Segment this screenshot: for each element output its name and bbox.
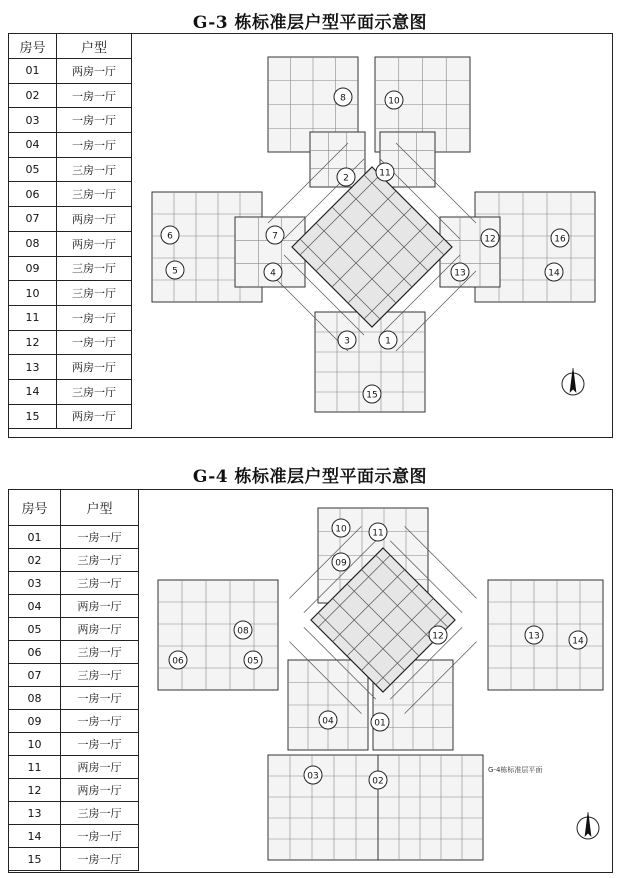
table-row <box>9 330 132 355</box>
table-row <box>9 572 139 595</box>
room-type-cell: 三房一厅 <box>57 256 132 281</box>
room-number-cell: 11 <box>9 756 61 779</box>
g4-floor-plan <box>148 500 608 868</box>
room-number-label: 13 <box>528 631 540 642</box>
room-number-cell: 02 <box>9 83 57 108</box>
room-number-label: 3 <box>344 336 350 347</box>
room-type-cell: 一房一厅 <box>57 83 132 108</box>
table-row <box>9 733 139 756</box>
room-type-cell: 两房一厅 <box>57 59 132 84</box>
room-number-label: 14 <box>548 268 560 279</box>
room-number-label: 2 <box>343 173 349 184</box>
room-number-cell: 15 <box>9 404 57 429</box>
room-number-label: 04 <box>322 716 334 727</box>
north-arrow-icon <box>570 368 576 392</box>
room-number-cell: 04 <box>9 133 57 158</box>
room-number-label: 12 <box>432 631 444 642</box>
g3-header-room-type: 户型 <box>57 34 132 59</box>
room-number-label: 7 <box>272 231 278 242</box>
room-number-cell: 07 <box>9 664 61 687</box>
room-type-cell: 两房一厅 <box>61 618 139 641</box>
room-type-cell: 三房一厅 <box>61 641 139 664</box>
table-row <box>9 281 132 306</box>
table-row <box>9 59 132 84</box>
room-type-cell: 两房一厅 <box>57 355 132 380</box>
north-arrow-icon <box>585 812 591 836</box>
room-type-cell: 三房一厅 <box>61 572 139 595</box>
room-type-cell: 三房一厅 <box>57 182 132 207</box>
table-row <box>9 231 132 256</box>
table-row <box>9 756 139 779</box>
room-type-cell: 两房一厅 <box>57 207 132 232</box>
plan-wing <box>268 755 378 860</box>
table-row <box>9 664 139 687</box>
room-number-label: 6 <box>167 231 173 242</box>
room-type-cell: 一房一厅 <box>57 330 132 355</box>
table-row <box>9 355 132 380</box>
room-number-label: 11 <box>372 528 384 539</box>
g3-header-room-no: 房号 <box>9 34 57 59</box>
room-type-cell: 一房一厅 <box>61 848 139 871</box>
room-number-cell: 11 <box>9 305 57 330</box>
room-type-cell: 两房一厅 <box>61 595 139 618</box>
table-row <box>9 379 132 404</box>
room-number-cell: 12 <box>9 779 61 802</box>
g4-header-room-type: 户型 <box>61 490 139 526</box>
room-number-cell: 02 <box>9 549 61 572</box>
room-number-label: 11 <box>379 168 391 179</box>
room-number-cell: 03 <box>9 572 61 595</box>
table-row <box>9 618 139 641</box>
room-type-cell: 三房一厅 <box>57 379 132 404</box>
room-number-label: 10 <box>335 524 347 535</box>
g3-floor-plan <box>140 42 605 427</box>
room-number-cell: 09 <box>9 256 57 281</box>
room-type-cell: 一房一厅 <box>57 305 132 330</box>
room-type-cell: 三房一厅 <box>61 802 139 825</box>
g4-header-room-no: 房号 <box>9 490 61 526</box>
g3-room-table <box>8 33 132 429</box>
room-number-label: 1 <box>385 336 391 347</box>
room-number-cell: 15 <box>9 848 61 871</box>
room-number-cell: 03 <box>9 108 57 133</box>
room-number-label: 03 <box>307 771 319 782</box>
room-number-cell: 01 <box>9 526 61 549</box>
room-type-cell: 一房一厅 <box>57 133 132 158</box>
room-number-label: 02 <box>372 776 384 787</box>
room-number-cell: 06 <box>9 641 61 664</box>
room-type-cell: 三房一厅 <box>57 157 132 182</box>
table-row <box>9 182 132 207</box>
table-row <box>9 305 132 330</box>
room-number-cell: 05 <box>9 157 57 182</box>
room-number-cell: 08 <box>9 687 61 710</box>
room-type-cell: 一房一厅 <box>61 710 139 733</box>
room-number-label: 5 <box>172 266 178 277</box>
room-number-label: 10 <box>388 96 400 107</box>
room-type-cell: 一房一厅 <box>57 108 132 133</box>
table-row <box>9 133 132 158</box>
room-number-cell: 10 <box>9 281 57 306</box>
room-type-cell: 两房一厅 <box>57 231 132 256</box>
table-row <box>9 641 139 664</box>
room-type-cell: 一房一厅 <box>61 733 139 756</box>
room-number-cell: 06 <box>9 182 57 207</box>
table-row <box>9 256 132 281</box>
room-number-cell: 13 <box>9 802 61 825</box>
plan-wing <box>440 217 500 287</box>
room-number-cell: 07 <box>9 207 57 232</box>
room-number-label: 4 <box>270 268 276 279</box>
room-number-cell: 14 <box>9 379 57 404</box>
room-number-label: 14 <box>572 636 584 647</box>
room-number-label: 15 <box>366 390 378 401</box>
room-number-cell: 05 <box>9 618 61 641</box>
room-number-label: 09 <box>335 558 347 569</box>
room-number-label: 13 <box>454 268 466 279</box>
table-row <box>9 83 132 108</box>
g3-title: G-3 栋标准层户型平面示意图 <box>192 13 428 33</box>
room-number-cell: 12 <box>9 330 57 355</box>
room-number-cell: 14 <box>9 825 61 848</box>
room-number-cell: 08 <box>9 231 57 256</box>
plan-wing <box>378 755 483 860</box>
table-row <box>9 802 139 825</box>
table-row <box>9 404 132 429</box>
g4-room-table <box>8 489 139 871</box>
table-row <box>9 710 139 733</box>
table-row <box>9 848 139 871</box>
table-row <box>9 157 132 182</box>
room-type-cell: 一房一厅 <box>61 825 139 848</box>
room-type-cell: 三房一厅 <box>57 281 132 306</box>
room-number-label: 08 <box>237 626 249 637</box>
plan-note: G-4栋标准层平面 <box>488 766 543 774</box>
room-number-cell: 13 <box>9 355 57 380</box>
room-number-label: 8 <box>340 93 346 104</box>
table-row <box>9 207 132 232</box>
table-row <box>9 687 139 710</box>
room-type-cell: 两房一厅 <box>61 779 139 802</box>
room-type-cell: 两房一厅 <box>57 404 132 429</box>
room-number-cell: 09 <box>9 710 61 733</box>
table-row <box>9 108 132 133</box>
room-number-cell: 04 <box>9 595 61 618</box>
room-type-cell: 一房一厅 <box>61 526 139 549</box>
room-number-label: 12 <box>484 234 496 245</box>
table-row <box>9 779 139 802</box>
room-type-cell: 三房一厅 <box>61 664 139 687</box>
table-row <box>9 526 139 549</box>
room-number-label: 05 <box>247 656 259 667</box>
room-number-label: 06 <box>172 656 184 667</box>
table-row <box>9 595 139 618</box>
room-number-cell: 01 <box>9 59 57 84</box>
room-number-label: 01 <box>374 718 386 729</box>
room-type-cell: 三房一厅 <box>61 549 139 572</box>
room-type-cell: 两房一厅 <box>61 756 139 779</box>
g4-title: G-4 栋标准层户型平面示意图 <box>192 467 428 487</box>
room-number-label: 16 <box>554 234 566 245</box>
table-row <box>9 549 139 572</box>
room-type-cell: 一房一厅 <box>61 687 139 710</box>
table-row <box>9 825 139 848</box>
plan-wing <box>158 580 278 690</box>
room-number-cell: 10 <box>9 733 61 756</box>
